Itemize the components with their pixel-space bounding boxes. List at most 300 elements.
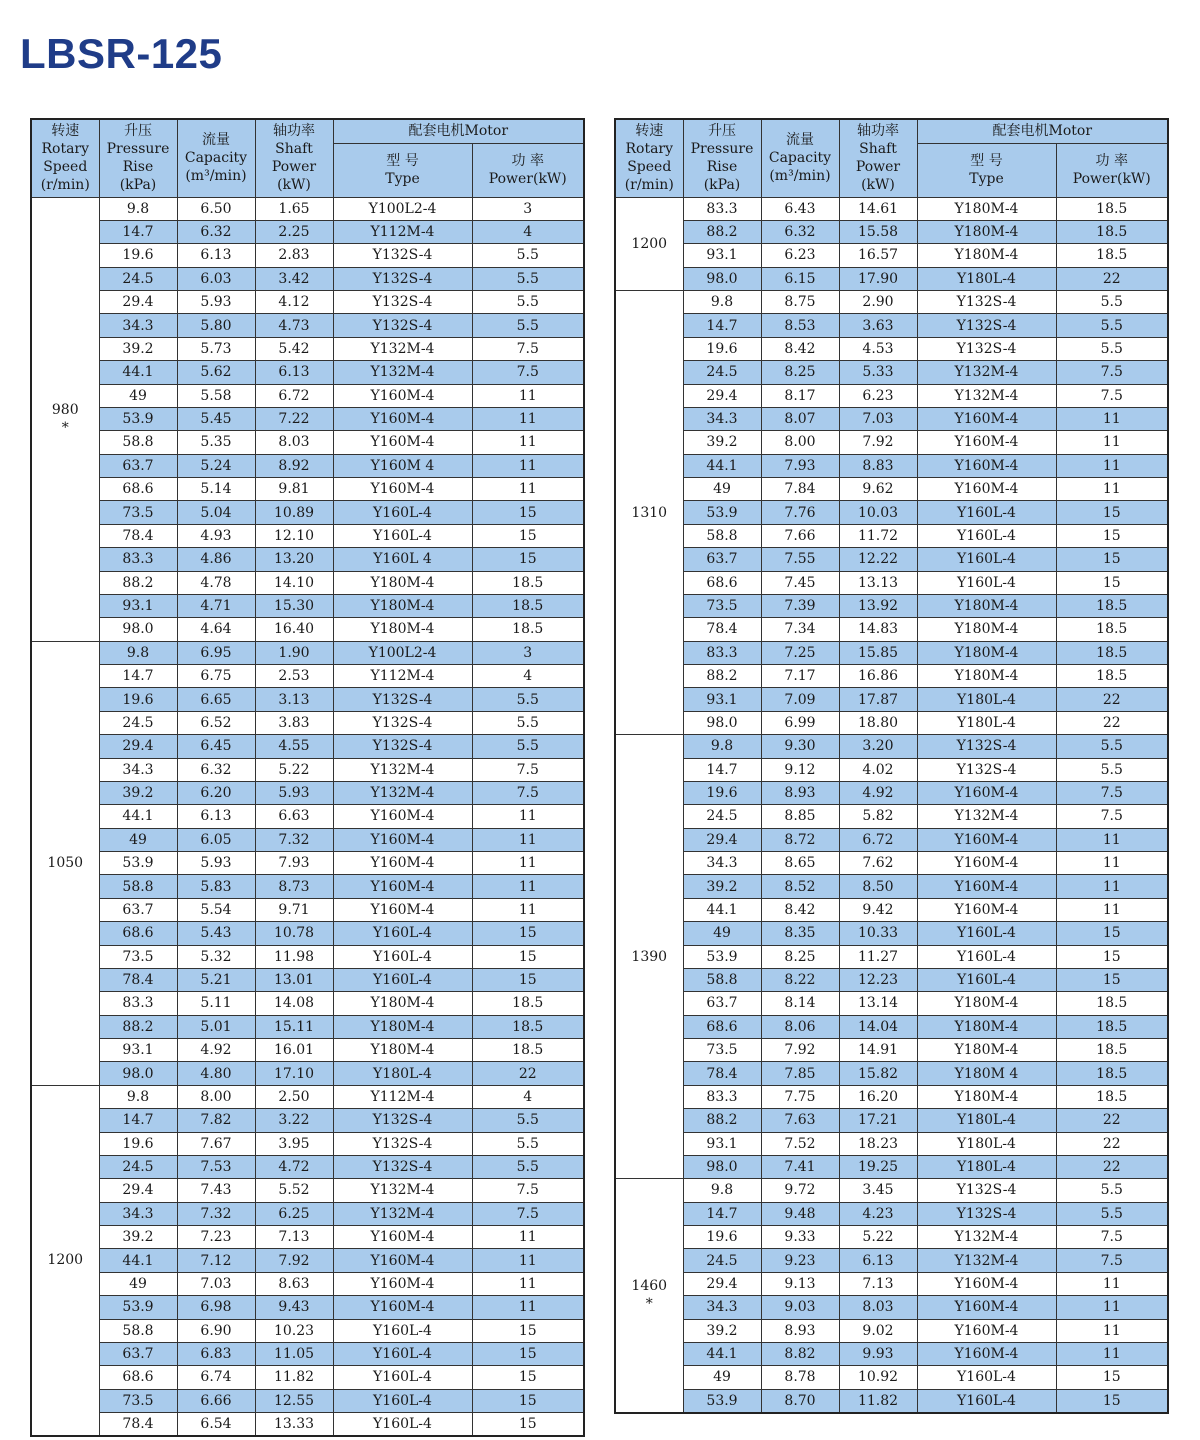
header-shaft-power-line: (kW) <box>861 177 895 194</box>
pressure-cell: 68.6 <box>99 478 177 501</box>
table-row <box>615 524 1168 547</box>
motor-type-cell: Y160L-4 <box>333 1366 472 1389</box>
motor-type-cell: Y112M-4 <box>333 220 472 243</box>
motor-power-cell: 7.5 <box>472 1202 584 1225</box>
shaft-power-cell: 4.72 <box>255 1155 333 1178</box>
motor-power-cell: 15 <box>1056 1389 1168 1412</box>
capacity-cell: 5.45 <box>177 407 255 430</box>
table-row <box>615 852 1168 875</box>
page-title: LBSR-125 <box>20 30 223 77</box>
pressure-cell: 24.5 <box>99 1155 177 1178</box>
header-speed-line: 转速 <box>51 123 80 140</box>
motor-power-cell: 18.5 <box>472 618 584 641</box>
header-capacity-line: Capacity <box>184 150 248 167</box>
pressure-cell: 34.3 <box>683 1296 761 1319</box>
shaft-power-cell: 2.50 <box>255 1085 333 1108</box>
speed-value: 1310 <box>631 504 668 521</box>
motor-type-cell: Y180M-4 <box>333 1015 472 1038</box>
motor-type-cell: Y132S-4 <box>333 711 472 734</box>
motor-power-cell: 7.5 <box>1056 1249 1168 1272</box>
header-speed-line: (r/min) <box>624 177 674 194</box>
capacity-cell: 7.63 <box>761 1109 839 1132</box>
header-capacity-line: Capacity <box>768 150 832 167</box>
speed-cell <box>31 641 99 1085</box>
capacity-cell: 7.52 <box>761 1132 839 1155</box>
motor-type-cell: Y160L-4 <box>333 1319 472 1342</box>
motor-type-cell: Y160L 4 <box>333 548 472 571</box>
table-row <box>615 478 1168 501</box>
speed-cell <box>615 1179 683 1413</box>
capacity-cell: 5.14 <box>177 478 255 501</box>
pressure-cell: 73.5 <box>683 1039 761 1062</box>
motor-power-cell: 5.5 <box>1056 735 1168 758</box>
pressure-cell: 24.5 <box>99 267 177 290</box>
pressure-cell: 88.2 <box>683 220 761 243</box>
table-row <box>31 454 584 477</box>
capacity-cell: 5.21 <box>177 968 255 991</box>
shaft-power-cell: 16.40 <box>255 618 333 641</box>
motor-type-cell: Y160M-4 <box>333 384 472 407</box>
table-row <box>31 1366 584 1389</box>
pressure-cell: 14.7 <box>99 220 177 243</box>
capacity-cell: 4.86 <box>177 548 255 571</box>
shaft-power-cell: 14.61 <box>839 197 917 220</box>
capacity-cell: 5.93 <box>177 852 255 875</box>
capacity-cell: 9.33 <box>761 1226 839 1249</box>
shaft-power-cell: 5.52 <box>255 1179 333 1202</box>
spec-table-left <box>30 118 585 1437</box>
pressure-cell: 9.8 <box>99 1085 177 1108</box>
capacity-cell: 6.32 <box>177 220 255 243</box>
header-speed-line: Rotary <box>41 141 90 158</box>
shaft-power-cell: 15.11 <box>255 1015 333 1038</box>
pressure-cell: 44.1 <box>99 1249 177 1272</box>
table-row <box>615 688 1168 711</box>
pressure-cell: 49 <box>99 1272 177 1295</box>
motor-type-cell: Y180M 4 <box>917 1062 1056 1085</box>
table-row <box>615 220 1168 243</box>
shaft-power-cell: 9.02 <box>839 1319 917 1342</box>
capacity-cell: 8.14 <box>761 992 839 1015</box>
capacity-cell: 5.04 <box>177 501 255 524</box>
speed-cell <box>615 197 683 291</box>
pressure-cell: 88.2 <box>683 1109 761 1132</box>
spec-table-right <box>614 118 1169 1414</box>
table-row <box>31 1132 584 1155</box>
pressure-cell: 29.4 <box>99 291 177 314</box>
motor-power-cell: 5.5 <box>472 688 584 711</box>
shaft-power-cell: 4.92 <box>839 781 917 804</box>
capacity-cell: 9.30 <box>761 735 839 758</box>
motor-power-cell: 15 <box>472 1389 584 1412</box>
pressure-cell: 34.3 <box>683 852 761 875</box>
capacity-cell: 7.17 <box>761 665 839 688</box>
shaft-power-cell: 8.83 <box>839 454 917 477</box>
pressure-cell: 19.6 <box>99 1132 177 1155</box>
shaft-power-cell: 7.92 <box>839 431 917 454</box>
motor-power-cell: 7.5 <box>1056 384 1168 407</box>
pressure-cell: 34.3 <box>683 407 761 430</box>
pressure-cell: 14.7 <box>683 1202 761 1225</box>
motor-type-cell: Y160M-4 <box>333 805 472 828</box>
motor-power-cell: 22 <box>1056 1132 1168 1155</box>
pressure-cell: 98.0 <box>683 711 761 734</box>
motor-type-cell: Y180L-4 <box>917 1132 1056 1155</box>
capacity-cell: 7.23 <box>177 1226 255 1249</box>
header-shaft-power-line: Shaft <box>275 141 313 158</box>
shaft-power-cell: 16.57 <box>839 244 917 267</box>
shaft-power-cell: 18.80 <box>839 711 917 734</box>
table-row <box>615 361 1168 384</box>
table-row <box>615 337 1168 360</box>
shaft-power-cell: 8.63 <box>255 1272 333 1295</box>
motor-type-cell: Y180M-4 <box>917 641 1056 664</box>
pressure-cell: 14.7 <box>99 1109 177 1132</box>
motor-type-cell: Y132M-4 <box>333 337 472 360</box>
capacity-cell: 6.66 <box>177 1389 255 1412</box>
table-row <box>31 828 584 851</box>
table-row <box>615 781 1168 804</box>
shaft-power-cell: 3.45 <box>839 1179 917 1202</box>
table-row <box>31 384 584 407</box>
motor-power-cell: 11 <box>1056 1272 1168 1295</box>
motor-type-cell: Y160M-4 <box>917 1272 1056 1295</box>
motor-power-cell: 4 <box>472 220 584 243</box>
pressure-cell: 58.8 <box>99 875 177 898</box>
table-row <box>31 1296 584 1319</box>
motor-power-cell: 22 <box>1056 688 1168 711</box>
motor-type-cell: Y132M-4 <box>333 758 472 781</box>
pressure-cell: 49 <box>99 384 177 407</box>
motor-type-cell: Y100L2-4 <box>333 197 472 220</box>
motor-power-cell: 5.5 <box>1056 1202 1168 1225</box>
pressure-cell: 44.1 <box>683 454 761 477</box>
pressure-cell: 19.6 <box>99 244 177 267</box>
table-row <box>31 735 584 758</box>
motor-power-cell: 5.5 <box>472 314 584 337</box>
capacity-cell: 7.09 <box>761 688 839 711</box>
table-row <box>31 1249 584 1272</box>
motor-power-cell: 11 <box>1056 1342 1168 1365</box>
motor-type-cell: Y160M-4 <box>333 1272 472 1295</box>
motor-type-cell: Y180M-4 <box>333 1039 472 1062</box>
motor-power-cell: 15 <box>472 548 584 571</box>
shaft-power-cell: 1.65 <box>255 197 333 220</box>
pressure-cell: 34.3 <box>99 314 177 337</box>
motor-power-cell: 7.5 <box>472 781 584 804</box>
pressure-cell: 29.4 <box>99 1179 177 1202</box>
motor-type-cell: Y160M-4 <box>917 898 1056 921</box>
motor-type-cell: Y180M-4 <box>917 665 1056 688</box>
motor-power-cell: 7.5 <box>472 1179 584 1202</box>
header-capacity-line: (m³/min) <box>185 168 247 185</box>
capacity-cell: 8.52 <box>761 875 839 898</box>
pressure-cell: 73.5 <box>683 594 761 617</box>
motor-power-cell: 11 <box>472 828 584 851</box>
shaft-power-cell: 5.22 <box>839 1226 917 1249</box>
header-motor-power-line: Power(kW) <box>488 171 567 187</box>
pressure-cell: 19.6 <box>99 688 177 711</box>
shaft-power-cell: 8.73 <box>255 875 333 898</box>
capacity-cell: 6.90 <box>177 1319 255 1342</box>
header-motor-power <box>472 143 584 197</box>
table-row <box>31 945 584 968</box>
capacity-cell: 6.83 <box>177 1342 255 1365</box>
capacity-cell: 8.75 <box>761 291 839 314</box>
motor-type-cell: Y132S-4 <box>333 1155 472 1178</box>
table-row <box>615 1319 1168 1342</box>
motor-type-cell: Y180M-4 <box>917 244 1056 267</box>
shaft-power-cell: 2.83 <box>255 244 333 267</box>
table-row <box>615 875 1168 898</box>
motor-power-cell: 11 <box>472 1296 584 1319</box>
shaft-power-cell: 7.32 <box>255 828 333 851</box>
table-row <box>31 1389 584 1412</box>
motor-power-cell: 15 <box>1056 922 1168 945</box>
table-row <box>31 875 584 898</box>
table-row <box>31 711 584 734</box>
pressure-cell: 78.4 <box>683 618 761 641</box>
table-row <box>31 197 584 220</box>
motor-type-cell: Y160M-4 <box>917 1342 1056 1365</box>
shaft-power-cell: 12.23 <box>839 968 917 991</box>
pressure-cell: 58.8 <box>99 431 177 454</box>
shaft-power-cell: 4.02 <box>839 758 917 781</box>
table-row <box>615 1085 1168 1108</box>
pressure-cell: 88.2 <box>683 665 761 688</box>
motor-type-cell: Y180M-4 <box>333 992 472 1015</box>
capacity-cell: 5.58 <box>177 384 255 407</box>
capacity-cell: 8.85 <box>761 805 839 828</box>
motor-power-cell: 5.5 <box>472 711 584 734</box>
pressure-cell: 93.1 <box>683 244 761 267</box>
motor-type-cell: Y160M-4 <box>333 898 472 921</box>
capacity-cell: 5.73 <box>177 337 255 360</box>
motor-power-cell: 11 <box>472 1226 584 1249</box>
table-row <box>31 1226 584 1249</box>
shaft-power-cell: 11.98 <box>255 945 333 968</box>
pressure-cell: 9.8 <box>99 641 177 664</box>
motor-power-cell: 5.5 <box>1056 758 1168 781</box>
motor-type-cell: Y132M-4 <box>333 1179 472 1202</box>
table-row <box>31 805 584 828</box>
header-pressure-line: (kPa) <box>119 177 157 194</box>
capacity-cell: 6.23 <box>761 244 839 267</box>
pressure-cell: 68.6 <box>683 1015 761 1038</box>
shaft-power-cell: 6.25 <box>255 1202 333 1225</box>
header-pressure-line: Rise <box>122 159 154 176</box>
table-row <box>615 1249 1168 1272</box>
motor-type-cell: Y132S-4 <box>917 337 1056 360</box>
pressure-cell: 53.9 <box>683 1389 761 1412</box>
header-motor-power-line: 功 率 <box>1095 153 1128 169</box>
motor-type-cell: Y132S-4 <box>917 758 1056 781</box>
shaft-power-cell: 3.83 <box>255 711 333 734</box>
shaft-power-cell: 5.93 <box>255 781 333 804</box>
shaft-power-cell: 3.22 <box>255 1109 333 1132</box>
capacity-cell: 8.93 <box>761 781 839 804</box>
shaft-power-cell: 7.22 <box>255 407 333 430</box>
motor-type-cell: Y132M-4 <box>917 805 1056 828</box>
table-row <box>615 1226 1168 1249</box>
speed-mark: * <box>645 1296 653 1313</box>
motor-type-cell: Y160L-4 <box>333 501 472 524</box>
shaft-power-cell: 6.63 <box>255 805 333 828</box>
motor-power-cell: 22 <box>1056 711 1168 734</box>
pressure-cell: 53.9 <box>99 852 177 875</box>
motor-power-cell: 15 <box>472 945 584 968</box>
pressure-cell: 44.1 <box>683 898 761 921</box>
table-row <box>31 781 584 804</box>
motor-type-cell: Y160M-4 <box>917 454 1056 477</box>
motor-power-cell: 5.5 <box>1056 291 1168 314</box>
capacity-cell: 5.01 <box>177 1015 255 1038</box>
shaft-power-cell: 7.13 <box>839 1272 917 1295</box>
capacity-cell: 5.32 <box>177 945 255 968</box>
pressure-cell: 83.3 <box>99 548 177 571</box>
pressure-cell: 58.8 <box>99 1319 177 1342</box>
header-speed-line: Rotary <box>625 141 674 158</box>
motor-type-cell: Y160L-4 <box>917 945 1056 968</box>
motor-power-cell: 7.5 <box>1056 781 1168 804</box>
shaft-power-cell: 10.92 <box>839 1366 917 1389</box>
table-row <box>31 852 584 875</box>
capacity-cell: 6.20 <box>177 781 255 804</box>
motor-type-cell: Y160M-4 <box>917 852 1056 875</box>
table-row <box>31 220 584 243</box>
pressure-cell: 58.8 <box>683 968 761 991</box>
table-row <box>31 665 584 688</box>
shaft-power-cell: 9.81 <box>255 478 333 501</box>
motor-type-cell: Y160L-4 <box>917 1389 1056 1412</box>
motor-type-cell: Y160L-4 <box>917 571 1056 594</box>
header-capacity <box>177 119 255 197</box>
shaft-power-cell: 6.13 <box>255 361 333 384</box>
motor-type-cell: Y160M-4 <box>917 478 1056 501</box>
pressure-cell: 14.7 <box>683 314 761 337</box>
capacity-cell: 6.13 <box>177 244 255 267</box>
table-row <box>31 1342 584 1365</box>
shaft-power-cell: 15.58 <box>839 220 917 243</box>
capacity-cell: 7.67 <box>177 1132 255 1155</box>
pressure-cell: 29.4 <box>683 1272 761 1295</box>
header-motor-type-line: Type <box>969 171 1004 187</box>
pressure-cell: 63.7 <box>99 898 177 921</box>
pressure-cell: 83.3 <box>683 1085 761 1108</box>
shaft-power-cell: 16.01 <box>255 1039 333 1062</box>
motor-type-cell: Y160L-4 <box>917 501 1056 524</box>
capacity-cell: 6.05 <box>177 828 255 851</box>
shaft-power-cell: 5.22 <box>255 758 333 781</box>
capacity-cell: 7.82 <box>177 1109 255 1132</box>
capacity-cell: 6.52 <box>177 711 255 734</box>
capacity-cell: 8.25 <box>761 361 839 384</box>
shaft-power-cell: 15.85 <box>839 641 917 664</box>
motor-type-cell: Y160M-4 <box>333 828 472 851</box>
motor-power-cell: 7.5 <box>1056 1226 1168 1249</box>
capacity-cell: 4.92 <box>177 1039 255 1062</box>
table-row <box>615 431 1168 454</box>
motor-power-cell: 15 <box>472 1366 584 1389</box>
motor-type-cell: Y132M-4 <box>917 1226 1056 1249</box>
table-row <box>615 594 1168 617</box>
table-row <box>31 1155 584 1178</box>
header-pressure <box>99 119 177 197</box>
motor-power-cell: 5.5 <box>472 267 584 290</box>
motor-power-cell: 18.5 <box>1056 1015 1168 1038</box>
pressure-cell: 63.7 <box>99 454 177 477</box>
pressure-cell: 98.0 <box>99 618 177 641</box>
motor-power-cell: 15 <box>472 1319 584 1342</box>
shaft-power-cell: 7.93 <box>255 852 333 875</box>
pressure-cell: 24.5 <box>683 1249 761 1272</box>
header-pressure-line: Pressure <box>690 141 754 158</box>
pressure-cell: 29.4 <box>683 828 761 851</box>
header-shaft-power <box>255 119 333 197</box>
capacity-cell: 8.65 <box>761 852 839 875</box>
shaft-power-cell: 12.22 <box>839 548 917 571</box>
table-row <box>31 267 584 290</box>
shaft-power-cell: 2.25 <box>255 220 333 243</box>
motor-type-cell: Y180M-4 <box>917 1039 1056 1062</box>
pressure-cell: 93.1 <box>683 688 761 711</box>
motor-power-cell: 18.5 <box>472 992 584 1015</box>
capacity-cell: 8.22 <box>761 968 839 991</box>
pressure-cell: 19.6 <box>683 337 761 360</box>
table-row <box>31 1202 584 1225</box>
shaft-power-cell: 8.03 <box>839 1296 917 1319</box>
motor-power-cell: 18.5 <box>1056 244 1168 267</box>
header-shaft-power-line: Power <box>855 159 901 176</box>
table-row <box>31 314 584 337</box>
table-row <box>31 1039 584 1062</box>
motor-type-cell: Y160L-4 <box>333 1342 472 1365</box>
shaft-power-cell: 11.72 <box>839 524 917 547</box>
table-row <box>31 431 584 454</box>
shaft-power-cell: 7.03 <box>839 407 917 430</box>
shaft-power-cell: 5.82 <box>839 805 917 828</box>
motor-type-cell: Y132S-4 <box>333 244 472 267</box>
table-row <box>615 968 1168 991</box>
motor-type-cell: Y132S-4 <box>333 1109 472 1132</box>
pressure-cell: 68.6 <box>99 1366 177 1389</box>
table-row <box>31 501 584 524</box>
table-row <box>615 828 1168 851</box>
table-row <box>615 758 1168 781</box>
capacity-cell: 5.80 <box>177 314 255 337</box>
header-pressure-line: (kPa) <box>703 177 741 194</box>
motor-power-cell: 18.5 <box>472 594 584 617</box>
pressure-cell: 73.5 <box>99 1389 177 1412</box>
speed-cell <box>615 735 683 1179</box>
table-row <box>31 361 584 384</box>
motor-power-cell: 18.5 <box>1056 618 1168 641</box>
motor-type-cell: Y112M-4 <box>333 665 472 688</box>
shaft-power-cell: 14.10 <box>255 571 333 594</box>
header-pressure-line: Rise <box>706 159 738 176</box>
table-row <box>615 501 1168 524</box>
motor-type-cell: Y160M-4 <box>333 431 472 454</box>
shaft-power-cell: 14.08 <box>255 992 333 1015</box>
motor-power-cell: 5.5 <box>472 291 584 314</box>
header-shaft-power-line: 轴功率 <box>857 123 899 140</box>
motor-power-cell: 11 <box>1056 1296 1168 1319</box>
capacity-cell: 6.43 <box>761 197 839 220</box>
motor-power-cell: 5.5 <box>472 244 584 267</box>
shaft-power-cell: 18.23 <box>839 1132 917 1155</box>
header-row <box>31 119 584 143</box>
table-row <box>615 1062 1168 1085</box>
